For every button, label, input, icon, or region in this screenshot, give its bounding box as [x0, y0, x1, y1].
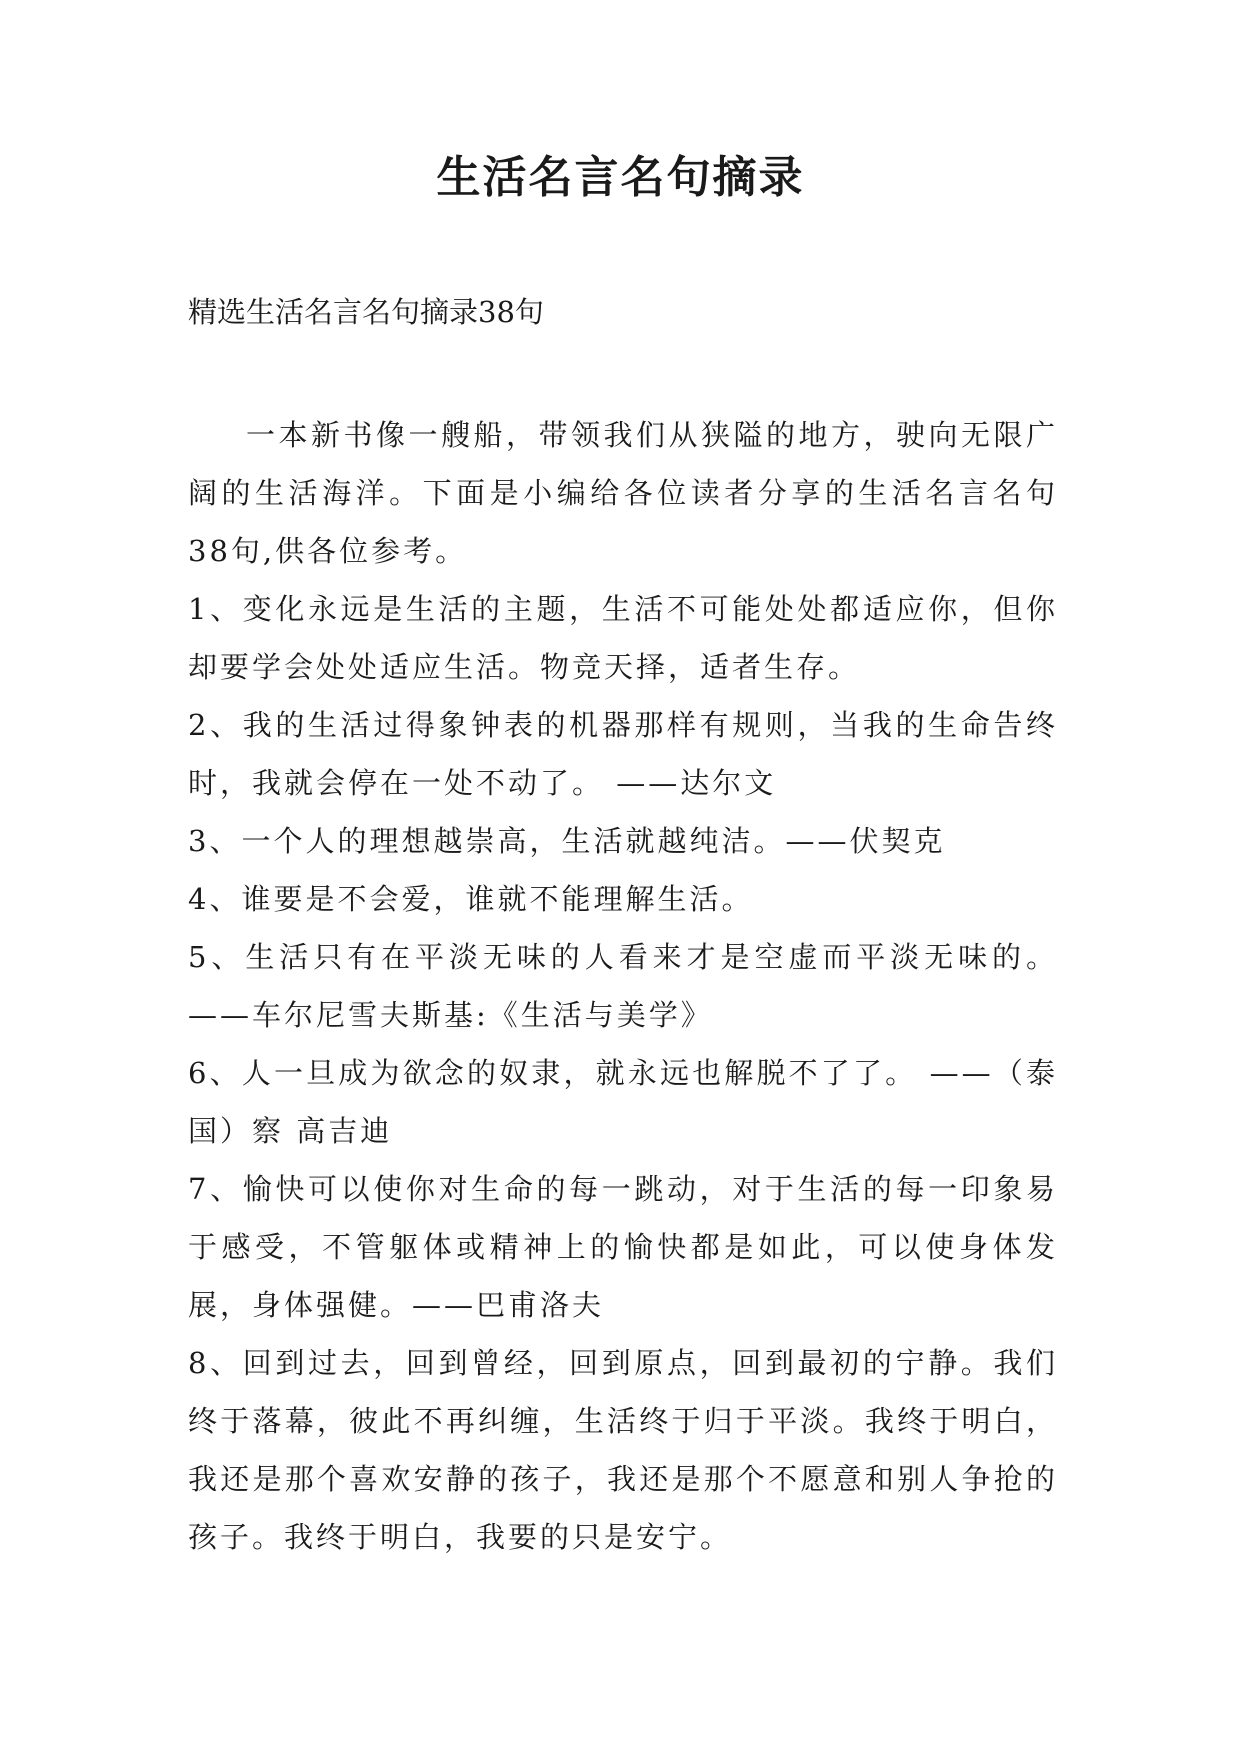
quote-item: 1、变化永远是生活的主题，生活不可能处处都适应你，但你却要学会处处适应生活。物竞天择，适者生存。: [188, 592, 1058, 684]
document-body: [188, 406, 1058, 1566]
quote-item: 6、人一旦成为欲念的奴隶，就永远也解脱不了了。 ——（泰国）察 高吉迪: [188, 1056, 1058, 1148]
quote-item: 7、愉快可以使你对生命的每一跳动，对于生活的每一印象易于感受，不管躯体或精神上的愉快都是如此，可以使身体发展，身体强健。——巴甫洛夫: [188, 1172, 1058, 1322]
quote-item: 8、回到过去，回到曾经，回到原点，回到最初的宁静。我们终于落幕，彼此不再纠缠，生活终于归于平淡。我终于明白，我还是那个喜欢安静的孩子，我还是那个不愿意和别人争抢的孩子。我终于明白，我要的只是安宁。: [188, 1346, 1058, 1554]
quote-item: 2、我的生活过得象钟表的机器那样有规则，当我的生命告终时，我就会停在一处不动了。 ——达尔文: [188, 708, 1058, 800]
quote-item: 3、一个人的理想越崇高，生活就越纯洁。——伏契克: [188, 824, 946, 858]
quote-item: 5、生活只有在平淡无味的人看来才是空虚而平淡无味的。——车尔尼雪夫斯基:《生活与美学》: [188, 940, 1058, 1032]
document-title: 生活名言名句摘录: [436, 152, 805, 203]
quote-item: 4、谁要是不会爱，谁就不能理解生活。: [188, 882, 754, 916]
document-subtitle: 精选生活名言名句摘录38句: [188, 295, 544, 329]
intro-paragraph: 一本新书像一艘船，带领我们从狭隘的地方，驶向无限广阔的生活海洋。下面是小编给各位读者分享的生活名言名句38句,供各位参考。: [188, 418, 1058, 568]
